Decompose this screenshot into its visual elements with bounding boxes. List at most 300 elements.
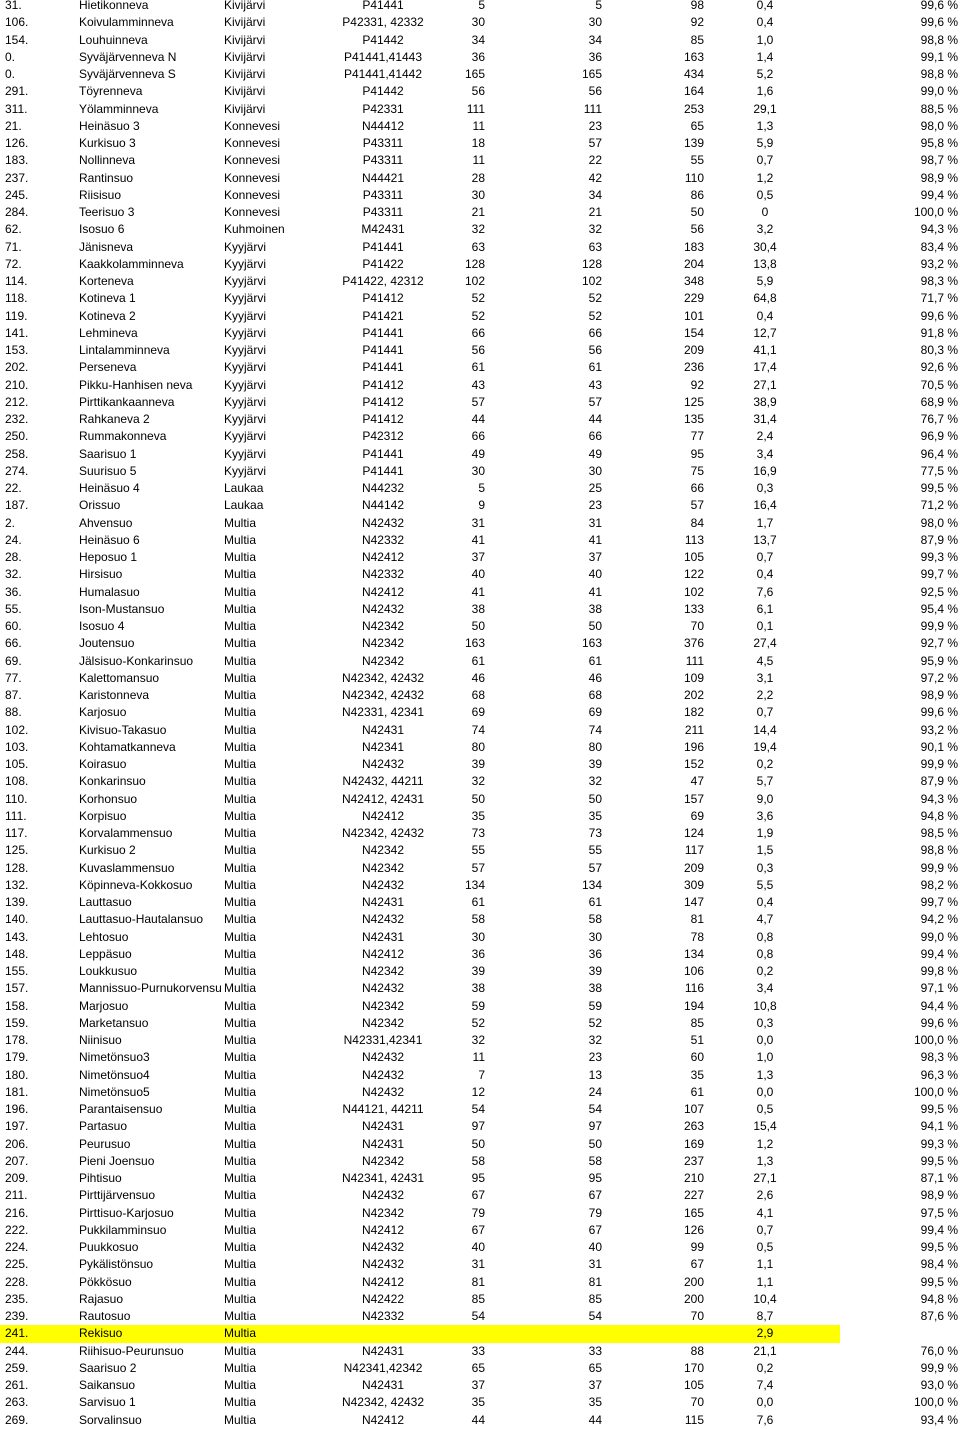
value-3-cell: 147 bbox=[683, 895, 704, 909]
value-3-cell: 117 bbox=[684, 843, 704, 858]
value-4-cell: 0,0 bbox=[756, 1033, 774, 1047]
row-number-cell: 118. bbox=[5, 291, 28, 306]
table-row bbox=[0, 722, 960, 739]
percentage-cell: 98,9 % bbox=[920, 1188, 958, 1203]
value-4-cell: 7,4 bbox=[756, 1378, 774, 1392]
table-row bbox=[0, 428, 960, 445]
value-1-cell: 102 bbox=[464, 274, 485, 288]
site-name-cell: Sarvisuo 1 bbox=[79, 1395, 136, 1410]
municipality-cell: Multia bbox=[224, 1084, 257, 1099]
value-2-cell: 34 bbox=[588, 187, 602, 202]
municipality-cell: Kyyjärvi bbox=[224, 239, 267, 254]
value-2-cell: 22 bbox=[588, 153, 602, 168]
row-number-cell: 32. bbox=[5, 567, 22, 582]
value-4-cell: 15,4 bbox=[753, 1119, 777, 1134]
value-2-cell: 54 bbox=[588, 1102, 602, 1116]
table-row bbox=[0, 1360, 960, 1377]
value-1-cell: 11 bbox=[472, 153, 485, 168]
value-2-cell: 57 bbox=[588, 860, 602, 875]
percentage-cell: 98,0 % bbox=[920, 515, 958, 530]
row-number-cell: 114. bbox=[5, 274, 28, 288]
row-number-cell: 111. bbox=[5, 808, 27, 823]
site-name-cell: Mannissuo-Purnukorvensu bbox=[79, 981, 222, 996]
value-1-cell: 21 bbox=[471, 205, 485, 219]
table-row bbox=[0, 101, 960, 118]
row-number-cell: 88. bbox=[5, 705, 22, 720]
map-sheet-code-cell: N42431 bbox=[361, 1378, 405, 1392]
value-2-cell: 66 bbox=[588, 429, 602, 444]
municipality-cell: Kyyjärvi bbox=[224, 308, 267, 323]
percentage-cell: 94,1 % bbox=[920, 1119, 958, 1134]
map-sheet-code-cell: N42412 bbox=[361, 1412, 405, 1427]
table-row bbox=[0, 756, 960, 773]
site-name-cell: Marjosuo bbox=[79, 998, 129, 1013]
value-2-cell: 44 bbox=[588, 412, 602, 426]
percentage-cell: 99,0 % bbox=[920, 84, 958, 99]
table-row bbox=[0, 187, 960, 204]
value-4-cell: 1,3 bbox=[756, 1153, 774, 1168]
table-row bbox=[0, 1291, 960, 1308]
row-number-cell: 235. bbox=[5, 1291, 29, 1306]
site-name-cell: Kotineva 1 bbox=[79, 291, 136, 306]
map-sheet-code-cell: N42342, 42432 bbox=[341, 1395, 425, 1410]
site-name-cell: Pykälistönsuo bbox=[79, 1257, 154, 1272]
municipality-cell: Multia bbox=[224, 981, 257, 996]
percentage-cell: 90,1 % bbox=[920, 739, 958, 754]
value-1-cell: 9 bbox=[478, 498, 485, 513]
site-name-cell: Perseneva bbox=[79, 360, 137, 375]
row-number-cell: 228. bbox=[5, 1274, 29, 1289]
percentage-cell: 100,0 % bbox=[913, 1084, 958, 1099]
row-number-cell: 126. bbox=[5, 136, 29, 150]
map-sheet-code-cell: P41442 bbox=[362, 84, 404, 99]
value-2-cell: 65 bbox=[588, 1360, 602, 1375]
percentage-cell: 99,6 % bbox=[920, 15, 958, 30]
value-3-cell: 105 bbox=[683, 1378, 704, 1392]
municipality-cell: Konnevesi bbox=[224, 118, 281, 133]
table-row bbox=[0, 1256, 960, 1273]
value-3-cell: 69 bbox=[690, 808, 704, 823]
municipality-cell: Kyyjärvi bbox=[224, 343, 267, 357]
value-4-cell: 1,4 bbox=[756, 49, 774, 64]
value-3-cell: 92 bbox=[690, 377, 704, 392]
value-4-cell: 1,7 bbox=[756, 515, 774, 530]
value-1-cell: 95 bbox=[471, 1171, 485, 1185]
value-1-cell: 5 bbox=[478, 0, 485, 12]
row-number-cell: 206. bbox=[5, 1136, 29, 1151]
table-row bbox=[0, 670, 960, 687]
map-sheet-code-cell: N42342 bbox=[361, 860, 405, 875]
table-row bbox=[0, 1032, 960, 1049]
value-2-cell: 31 bbox=[588, 1257, 602, 1272]
value-3-cell: 237 bbox=[683, 1153, 704, 1168]
value-1-cell: 79 bbox=[471, 1205, 485, 1220]
value-2-cell: 69 bbox=[588, 705, 602, 720]
table-row bbox=[0, 49, 960, 66]
percentage-cell: 77,5 % bbox=[920, 463, 958, 478]
map-sheet-code-cell: N42432 bbox=[361, 1067, 405, 1082]
map-sheet-code-cell: P41441,41442 bbox=[343, 67, 423, 81]
map-sheet-code-cell: P41412 bbox=[362, 412, 404, 426]
value-4-cell: 0,7 bbox=[756, 153, 774, 168]
table-row bbox=[0, 773, 960, 790]
map-sheet-code-cell: N42432 bbox=[361, 1050, 405, 1065]
map-sheet-code-cell: P41441 bbox=[362, 325, 404, 340]
percentage-cell: 93,2 % bbox=[920, 256, 958, 271]
value-1-cell: 61 bbox=[471, 360, 485, 375]
value-4-cell: 3,1 bbox=[756, 670, 774, 685]
value-3-cell: 84 bbox=[690, 515, 704, 530]
value-4-cell: 3,6 bbox=[756, 808, 774, 823]
row-number-cell: 140. bbox=[5, 912, 29, 927]
table-row bbox=[0, 66, 960, 83]
municipality-cell: Multia bbox=[224, 1136, 257, 1151]
site-name-cell: Pukkilamminsuo bbox=[79, 1222, 167, 1237]
percentage-cell: 91,8 % bbox=[920, 325, 958, 340]
site-name-cell: Kotineva 2 bbox=[79, 308, 136, 323]
percentage-cell: 98,7 % bbox=[920, 153, 958, 168]
value-3-cell: 66 bbox=[690, 481, 704, 495]
municipality-cell: Kivijärvi bbox=[224, 101, 266, 116]
row-number-cell: 87. bbox=[5, 688, 22, 702]
percentage-cell: 98,9 % bbox=[920, 170, 958, 185]
site-name-cell: Koirasuo bbox=[79, 757, 127, 771]
row-number-cell: 24. bbox=[5, 532, 22, 547]
site-name-cell: Karistonneva bbox=[79, 688, 150, 702]
value-3-cell: 51 bbox=[690, 1033, 704, 1047]
value-4-cell: 12,7 bbox=[753, 325, 777, 340]
site-name-cell: Peurusuo bbox=[79, 1136, 131, 1151]
site-name-cell: Kalettomansuo bbox=[79, 670, 160, 685]
table-row bbox=[0, 14, 960, 31]
value-1-cell: 41 bbox=[471, 584, 485, 599]
value-1-cell: 7 bbox=[478, 1067, 485, 1082]
municipality-cell: Kyyjärvi bbox=[224, 256, 267, 271]
value-4-cell: 1,0 bbox=[756, 1050, 774, 1065]
value-3-cell: 47 bbox=[690, 774, 704, 789]
row-number-cell: 0. bbox=[5, 67, 16, 81]
value-2-cell: 56 bbox=[588, 343, 602, 357]
municipality-cell: Multia bbox=[224, 722, 257, 737]
value-2-cell: 80 bbox=[588, 739, 602, 754]
site-name-cell: Yölamminneva bbox=[79, 101, 159, 116]
table-row bbox=[0, 170, 960, 187]
table-row bbox=[0, 394, 960, 411]
municipality-cell: Kyyjärvi bbox=[224, 377, 267, 392]
value-4-cell: 6,1 bbox=[756, 601, 774, 616]
percentage-cell: 92,5 % bbox=[920, 584, 958, 599]
row-number-cell: 196. bbox=[5, 1102, 29, 1116]
map-sheet-code-cell: N42412 bbox=[361, 946, 405, 961]
site-name-cell: Lauttasuo-Hautalansuo bbox=[79, 912, 204, 927]
value-3-cell: 95 bbox=[690, 446, 704, 461]
site-name-cell: Lintalamminneva bbox=[79, 343, 170, 357]
site-name-cell: Köpinneva-Kokkosuo bbox=[79, 877, 193, 892]
value-2-cell: 46 bbox=[588, 670, 602, 685]
map-sheet-code-cell: N42432, 44211 bbox=[342, 774, 424, 789]
value-1-cell: 36 bbox=[471, 49, 485, 64]
value-1-cell: 35 bbox=[471, 808, 485, 823]
municipality-cell: Multia bbox=[224, 1257, 257, 1272]
map-sheet-code-cell: N42412 bbox=[361, 808, 405, 823]
value-1-cell: 50 bbox=[471, 619, 485, 633]
municipality-cell: Konnevesi bbox=[224, 136, 281, 150]
value-1-cell: 50 bbox=[471, 1136, 485, 1151]
map-sheet-code-cell: P42331 bbox=[362, 101, 404, 116]
site-name-cell: Louhuinneva bbox=[79, 32, 148, 47]
table-row bbox=[0, 221, 960, 238]
percentage-cell: 97,1 % bbox=[920, 981, 958, 996]
percentage-cell: 99,5 % bbox=[920, 1153, 958, 1168]
value-4-cell: 3,4 bbox=[756, 981, 774, 996]
table-row bbox=[0, 618, 960, 635]
map-sheet-code-cell: N44232 bbox=[361, 481, 405, 495]
map-sheet-code-cell: N42342 bbox=[361, 653, 405, 668]
row-number-cell: 187. bbox=[5, 498, 29, 513]
value-2-cell: 40 bbox=[588, 1240, 602, 1254]
map-sheet-code-cell: N42412 bbox=[361, 584, 405, 599]
percentage-cell: 87,6 % bbox=[920, 1309, 958, 1323]
value-2-cell: 52 bbox=[588, 1015, 602, 1030]
municipality-cell: Multia bbox=[224, 1291, 257, 1306]
site-name-cell: Partasuo bbox=[79, 1119, 128, 1134]
value-4-cell: 0,5 bbox=[756, 1102, 774, 1116]
map-sheet-code-cell: M42431 bbox=[361, 222, 405, 237]
value-3-cell: 125 bbox=[683, 394, 704, 409]
value-3-cell: 126 bbox=[683, 1222, 704, 1237]
value-4-cell: 7,6 bbox=[756, 1412, 774, 1427]
value-1-cell: 56 bbox=[471, 343, 485, 357]
percentage-cell: 99,9 % bbox=[920, 1360, 958, 1375]
value-3-cell: 35 bbox=[690, 1067, 704, 1082]
row-number-cell: 117. bbox=[5, 826, 28, 840]
row-number-cell: 66. bbox=[5, 636, 22, 651]
table-row bbox=[0, 308, 960, 325]
value-4-cell: 0,4 bbox=[756, 15, 774, 30]
row-number-cell: 263. bbox=[5, 1395, 29, 1410]
value-1-cell: 46 bbox=[471, 670, 485, 685]
row-number-cell: 179. bbox=[5, 1050, 29, 1065]
row-number-cell: 239. bbox=[5, 1309, 29, 1323]
table-row bbox=[0, 791, 960, 808]
value-3-cell: 211 bbox=[684, 722, 704, 737]
percentage-cell: 95,9 % bbox=[920, 653, 958, 668]
value-1-cell: 33 bbox=[471, 1343, 485, 1358]
value-1-cell: 58 bbox=[471, 912, 485, 927]
value-3-cell: 210 bbox=[683, 1171, 704, 1185]
percentage-cell: 87,1 % bbox=[920, 1171, 958, 1185]
row-number-cell: 132. bbox=[5, 877, 29, 892]
percentage-cell: 99,6 % bbox=[920, 1015, 958, 1030]
value-3-cell: 134 bbox=[683, 946, 704, 961]
value-1-cell: 67 bbox=[471, 1188, 485, 1203]
table-row bbox=[0, 1067, 960, 1084]
value-4-cell: 3,2 bbox=[756, 222, 774, 237]
value-3-cell: 116 bbox=[684, 981, 704, 996]
value-4-cell: 10,4 bbox=[753, 1291, 777, 1306]
value-3-cell: 85 bbox=[690, 32, 704, 47]
table-row bbox=[0, 273, 960, 290]
value-4-cell: 0,2 bbox=[756, 1360, 774, 1375]
value-1-cell: 30 bbox=[471, 929, 485, 944]
site-name-cell: Nollinneva bbox=[79, 153, 136, 168]
site-name-cell: Nimetönsuo3 bbox=[79, 1050, 150, 1065]
value-3-cell: 70 bbox=[690, 1395, 704, 1410]
value-3-cell: 98 bbox=[690, 0, 704, 12]
value-1-cell: 163 bbox=[464, 636, 485, 651]
percentage-cell: 99,9 % bbox=[920, 757, 958, 771]
value-4-cell: 0,1 bbox=[756, 619, 774, 633]
value-4-cell: 0,4 bbox=[756, 0, 774, 12]
value-3-cell: 204 bbox=[683, 256, 704, 271]
row-number-cell: 245. bbox=[5, 187, 29, 202]
value-2-cell: 61 bbox=[588, 653, 602, 668]
value-3-cell: 109 bbox=[683, 670, 704, 685]
percentage-cell: 98,3 % bbox=[920, 1050, 958, 1065]
site-name-cell: Ahvensuo bbox=[79, 515, 133, 530]
table-row bbox=[0, 342, 960, 359]
value-4-cell: 38,9 bbox=[753, 394, 777, 409]
percentage-cell: 94,2 % bbox=[920, 912, 958, 927]
value-1-cell: 54 bbox=[471, 1102, 485, 1116]
row-number-cell: 62. bbox=[5, 222, 22, 237]
value-4-cell: 9,0 bbox=[756, 791, 774, 806]
municipality-cell: Multia bbox=[224, 550, 257, 564]
value-3-cell: 55 bbox=[690, 153, 704, 168]
percentage-cell: 99,5 % bbox=[920, 1102, 958, 1116]
table-row bbox=[0, 687, 960, 704]
table-row bbox=[0, 480, 960, 497]
value-3-cell: 88 bbox=[690, 1343, 704, 1358]
value-1-cell: 74 bbox=[471, 722, 485, 737]
map-sheet-code-cell: N44121, 44211 bbox=[342, 1102, 424, 1116]
municipality-cell: Multia bbox=[224, 584, 257, 599]
percentage-cell: 96,3 % bbox=[920, 1067, 958, 1082]
percentage-cell: 98,8 % bbox=[920, 843, 958, 858]
municipality-cell: Kivijärvi bbox=[224, 15, 266, 30]
percentage-cell: 87,9 % bbox=[920, 774, 958, 789]
municipality-cell: Kivijärvi bbox=[224, 32, 266, 47]
table-row bbox=[0, 1205, 960, 1222]
site-name-cell: Kivisuo-Takasuo bbox=[79, 722, 167, 737]
map-sheet-code-cell: N42431 bbox=[361, 722, 405, 737]
percentage-cell: 99,7 % bbox=[920, 567, 958, 582]
value-1-cell: 28 bbox=[471, 170, 485, 185]
value-2-cell: 58 bbox=[588, 1153, 602, 1168]
value-3-cell: 75 bbox=[690, 463, 704, 478]
value-4-cell: 0,2 bbox=[756, 757, 774, 771]
map-sheet-code-cell: P42331, 42332 bbox=[342, 15, 424, 30]
percentage-cell: 88,5 % bbox=[920, 101, 958, 116]
value-3-cell: 86 bbox=[690, 187, 704, 202]
site-name-cell: Pirttisuo-Karjosuo bbox=[79, 1205, 174, 1220]
table-row bbox=[0, 1049, 960, 1066]
value-1-cell: 5 bbox=[478, 481, 485, 495]
value-3-cell: 85 bbox=[690, 1015, 704, 1030]
row-number-cell: 269. bbox=[5, 1412, 29, 1427]
table-row bbox=[0, 549, 960, 566]
map-sheet-code-cell: P41441 bbox=[362, 360, 404, 375]
value-1-cell: 54 bbox=[471, 1309, 485, 1323]
row-number-cell: 225. bbox=[5, 1257, 29, 1272]
percentage-cell: 95,8 % bbox=[920, 136, 958, 150]
map-sheet-code-cell: N42332 bbox=[361, 1309, 405, 1323]
municipality-cell: Multia bbox=[224, 1412, 257, 1427]
municipality-cell: Multia bbox=[224, 1153, 257, 1168]
value-4-cell: 21,1 bbox=[753, 1343, 777, 1358]
municipality-cell: Multia bbox=[224, 998, 257, 1013]
value-1-cell: 35 bbox=[471, 1395, 485, 1410]
value-2-cell: 97 bbox=[588, 1119, 602, 1134]
map-sheet-code-cell: N42412 bbox=[361, 550, 405, 564]
percentage-cell: 94,8 % bbox=[920, 808, 958, 823]
municipality-cell: Kyyjärvi bbox=[224, 360, 267, 375]
value-4-cell: 41,1 bbox=[753, 343, 777, 357]
row-number-cell: 159. bbox=[5, 1015, 29, 1030]
municipality-cell: Multia bbox=[224, 1360, 257, 1375]
map-sheet-code-cell: N42341 bbox=[361, 739, 405, 754]
value-3-cell: 139 bbox=[683, 136, 704, 150]
table-row bbox=[0, 1153, 960, 1170]
site-name-cell: Ison-Mustansuo bbox=[79, 601, 165, 616]
map-sheet-code-cell: N42412, 42431 bbox=[341, 791, 425, 806]
table-row bbox=[0, 704, 960, 721]
value-4-cell: 0,7 bbox=[756, 550, 774, 564]
table-row bbox=[0, 135, 960, 152]
percentage-cell: 93,0 % bbox=[920, 1378, 958, 1392]
map-sheet-code-cell: N42432 bbox=[361, 1240, 405, 1254]
map-sheet-code-cell: N42332 bbox=[361, 532, 405, 547]
table-row bbox=[0, 290, 960, 307]
value-3-cell: 122 bbox=[683, 567, 704, 582]
table-row bbox=[0, 808, 960, 825]
value-4-cell: 2,4 bbox=[756, 429, 774, 444]
map-sheet-code-cell: P41412 bbox=[362, 394, 404, 409]
municipality-cell: Multia bbox=[224, 619, 257, 633]
percentage-cell: 99,6 % bbox=[920, 308, 958, 323]
value-4-cell: 13,7 bbox=[753, 532, 777, 547]
row-number-cell: 241. bbox=[5, 1326, 29, 1341]
municipality-cell: Multia bbox=[224, 1188, 257, 1203]
map-sheet-code-cell: P43311 bbox=[362, 153, 404, 168]
row-number-cell: 77. bbox=[5, 670, 22, 685]
municipality-cell: Multia bbox=[224, 1119, 257, 1134]
value-4-cell: 1,5 bbox=[756, 843, 774, 858]
value-3-cell: 200 bbox=[683, 1291, 704, 1306]
value-1-cell: 59 bbox=[471, 998, 485, 1013]
value-4-cell: 16,9 bbox=[753, 463, 777, 478]
row-number-cell: 21. bbox=[5, 118, 22, 133]
map-sheet-code-cell: N42432 bbox=[361, 912, 405, 927]
table-row bbox=[0, 1239, 960, 1256]
percentage-cell: 99,4 % bbox=[920, 187, 958, 202]
value-1-cell: 36 bbox=[471, 946, 485, 961]
table-row bbox=[0, 0, 960, 14]
site-name-cell: Nimetönsuo4 bbox=[79, 1067, 150, 1082]
value-1-cell: 30 bbox=[471, 463, 485, 478]
map-sheet-code-cell: N42432 bbox=[361, 877, 405, 892]
municipality-cell: Konnevesi bbox=[224, 205, 281, 219]
value-1-cell: 67 bbox=[471, 1222, 485, 1237]
value-1-cell: 85 bbox=[471, 1291, 485, 1306]
row-number-cell: 178. bbox=[5, 1033, 29, 1047]
municipality-cell: Kyyjärvi bbox=[224, 412, 267, 426]
percentage-cell: 99,4 % bbox=[920, 946, 958, 961]
value-1-cell: 44 bbox=[471, 412, 485, 426]
municipality-cell: Multia bbox=[224, 1171, 257, 1185]
site-name-cell: Rantinsuo bbox=[79, 170, 134, 185]
value-4-cell: 1,0 bbox=[756, 32, 774, 47]
